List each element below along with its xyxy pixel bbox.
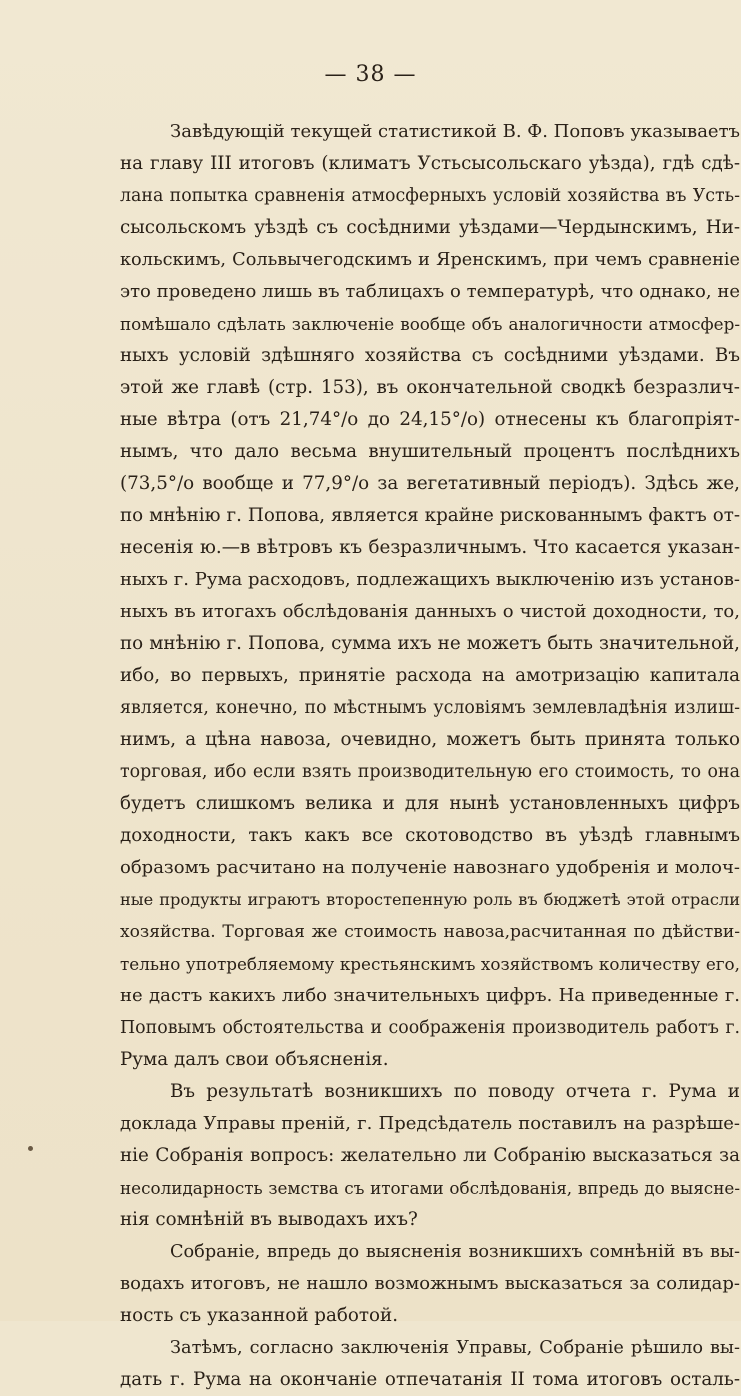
text-line: (73,5°/о вообще и 77,9°/о за вегетативный періодъ). Здѣсь же, xyxy=(120,473,740,494)
text-line: это проведено лишь въ таблицахъ о температурѣ, что однако, не xyxy=(120,281,740,302)
text-line: нія сомнѣній въ выводахъ ихъ? xyxy=(120,1209,418,1230)
text-line: Завѣдующій текущей статистикой В. Ф. Поповъ указываетъ xyxy=(170,121,740,142)
text-line: ность съ указанной работой. xyxy=(120,1305,399,1326)
body-text xyxy=(120,116,740,1396)
text-line: нымъ, что дало весьма внушительный процентъ послѣднихъ xyxy=(120,441,740,462)
text-line: Рума далъ свои объясненія. xyxy=(120,1049,389,1070)
text-line: нимъ, а цѣна навоза, очевидно, можетъ быть принята только xyxy=(120,729,740,750)
text-line: несенія ю.—в вѣтровъ къ безразличнымъ. Что касается указан- xyxy=(120,537,740,558)
text-line: помѣшало сдѣлать заключеніе вообще объ аналогичности атмосфер- xyxy=(120,314,740,334)
text-line: кольскимъ, Сольвычегодскимъ и Яренскимъ, при чемъ сравненіе xyxy=(120,250,740,270)
text-line: по мнѣнію г. Попова, является крайне рискованнымъ фактъ от- xyxy=(120,505,740,526)
ink-speck xyxy=(28,1146,33,1151)
text-line: тельно употребляемому крестьянскимъ хозяйствомъ количеству его, xyxy=(120,954,740,974)
text-line: дать г. Рума на окончаніе отпечатанія II тома итоговъ осталь- xyxy=(120,1369,740,1390)
text-line: Въ результатѣ возникшихъ по поводу отчета г. Рума и xyxy=(170,1081,740,1102)
text-line: ные вѣтра (отъ 21,74°/о до 24,15°/о) отнесены къ благопріят- xyxy=(120,409,740,430)
text-line: доклада Управы преній, г. Предсѣдатель поставилъ на разрѣше- xyxy=(120,1113,740,1134)
text-line: хозяйства. Торговая же стоимость навоза,расчитанная по дѣйстви- xyxy=(120,922,740,942)
text-line: ныхъ г. Рума расходовъ, подлежащихъ выключенію изъ установ- xyxy=(120,569,740,590)
page-number: — 38 — xyxy=(324,62,417,87)
text-line: Поповымъ обстоятельства и соображенія производитель работъ г. xyxy=(120,1018,740,1038)
text-line: является, конечно, по мѣстнымъ условіямъ землевладѣнія излиш- xyxy=(120,698,740,718)
text-line: несолидарность земства съ итогами обслѣдованія, впредь до выясне- xyxy=(120,1178,740,1198)
text-line: ныхъ условій здѣшняго хозяйства съ сосѣдними уѣздами. Въ xyxy=(120,345,740,366)
text-line: Затѣмъ, согласно заключенія Управы, Собраніе рѣшило вы- xyxy=(170,1338,740,1358)
text-line: этой же главѣ (стр. 153), въ окончательной сводкѣ безразлич- xyxy=(120,377,740,398)
text-line: не дастъ какихъ либо значительныхъ цифръ. На приведенные г. xyxy=(120,985,740,1006)
text-line: ные продукты играютъ второстепенную роль въ бюджетѣ этой отрасли xyxy=(120,890,740,909)
text-line: Собраніе, впредь до выясненія возникшихъ сомнѣній въ вы- xyxy=(170,1242,740,1262)
text-line: на главу III итоговъ (климатъ Устьсысольскаго уѣзда), гдѣ сдѣ- xyxy=(120,153,740,174)
text-line: по мнѣнію г. Попова, сумма ихъ не можетъ быть значительной, xyxy=(120,633,740,654)
text-line: доходности, такъ какъ все скотоводство въ уѣздѣ главнымъ xyxy=(120,825,740,846)
text-line: торговая, ибо если взять производительную его стоимость, то она xyxy=(120,762,740,782)
text-line: сысольскомъ уѣздѣ съ сосѣдними уѣздами—Чердынскимъ, Ни- xyxy=(120,217,740,238)
text-line: будетъ слишкомъ велика и для нынѣ установленныхъ цифръ xyxy=(120,793,740,814)
text-line: ныхъ въ итогахъ обслѣдованія данныхъ о чистой доходности, то, xyxy=(120,601,740,622)
text-line: ибо, во первыхъ, принятіе расхода на амотризацію капитала xyxy=(120,665,740,686)
text-line: лана попытка сравненія атмосферныхъ условій хозяйства въ Усть- xyxy=(120,186,740,206)
text-line: образомъ расчитано на полученіе навознаго удобренія и молоч- xyxy=(120,857,740,878)
text-line: водахъ итоговъ, не нашло возможнымъ высказаться за солидар- xyxy=(120,1273,740,1294)
text-line: ніе Собранія вопросъ: желательно ли Собранію высказаться за xyxy=(120,1145,740,1166)
